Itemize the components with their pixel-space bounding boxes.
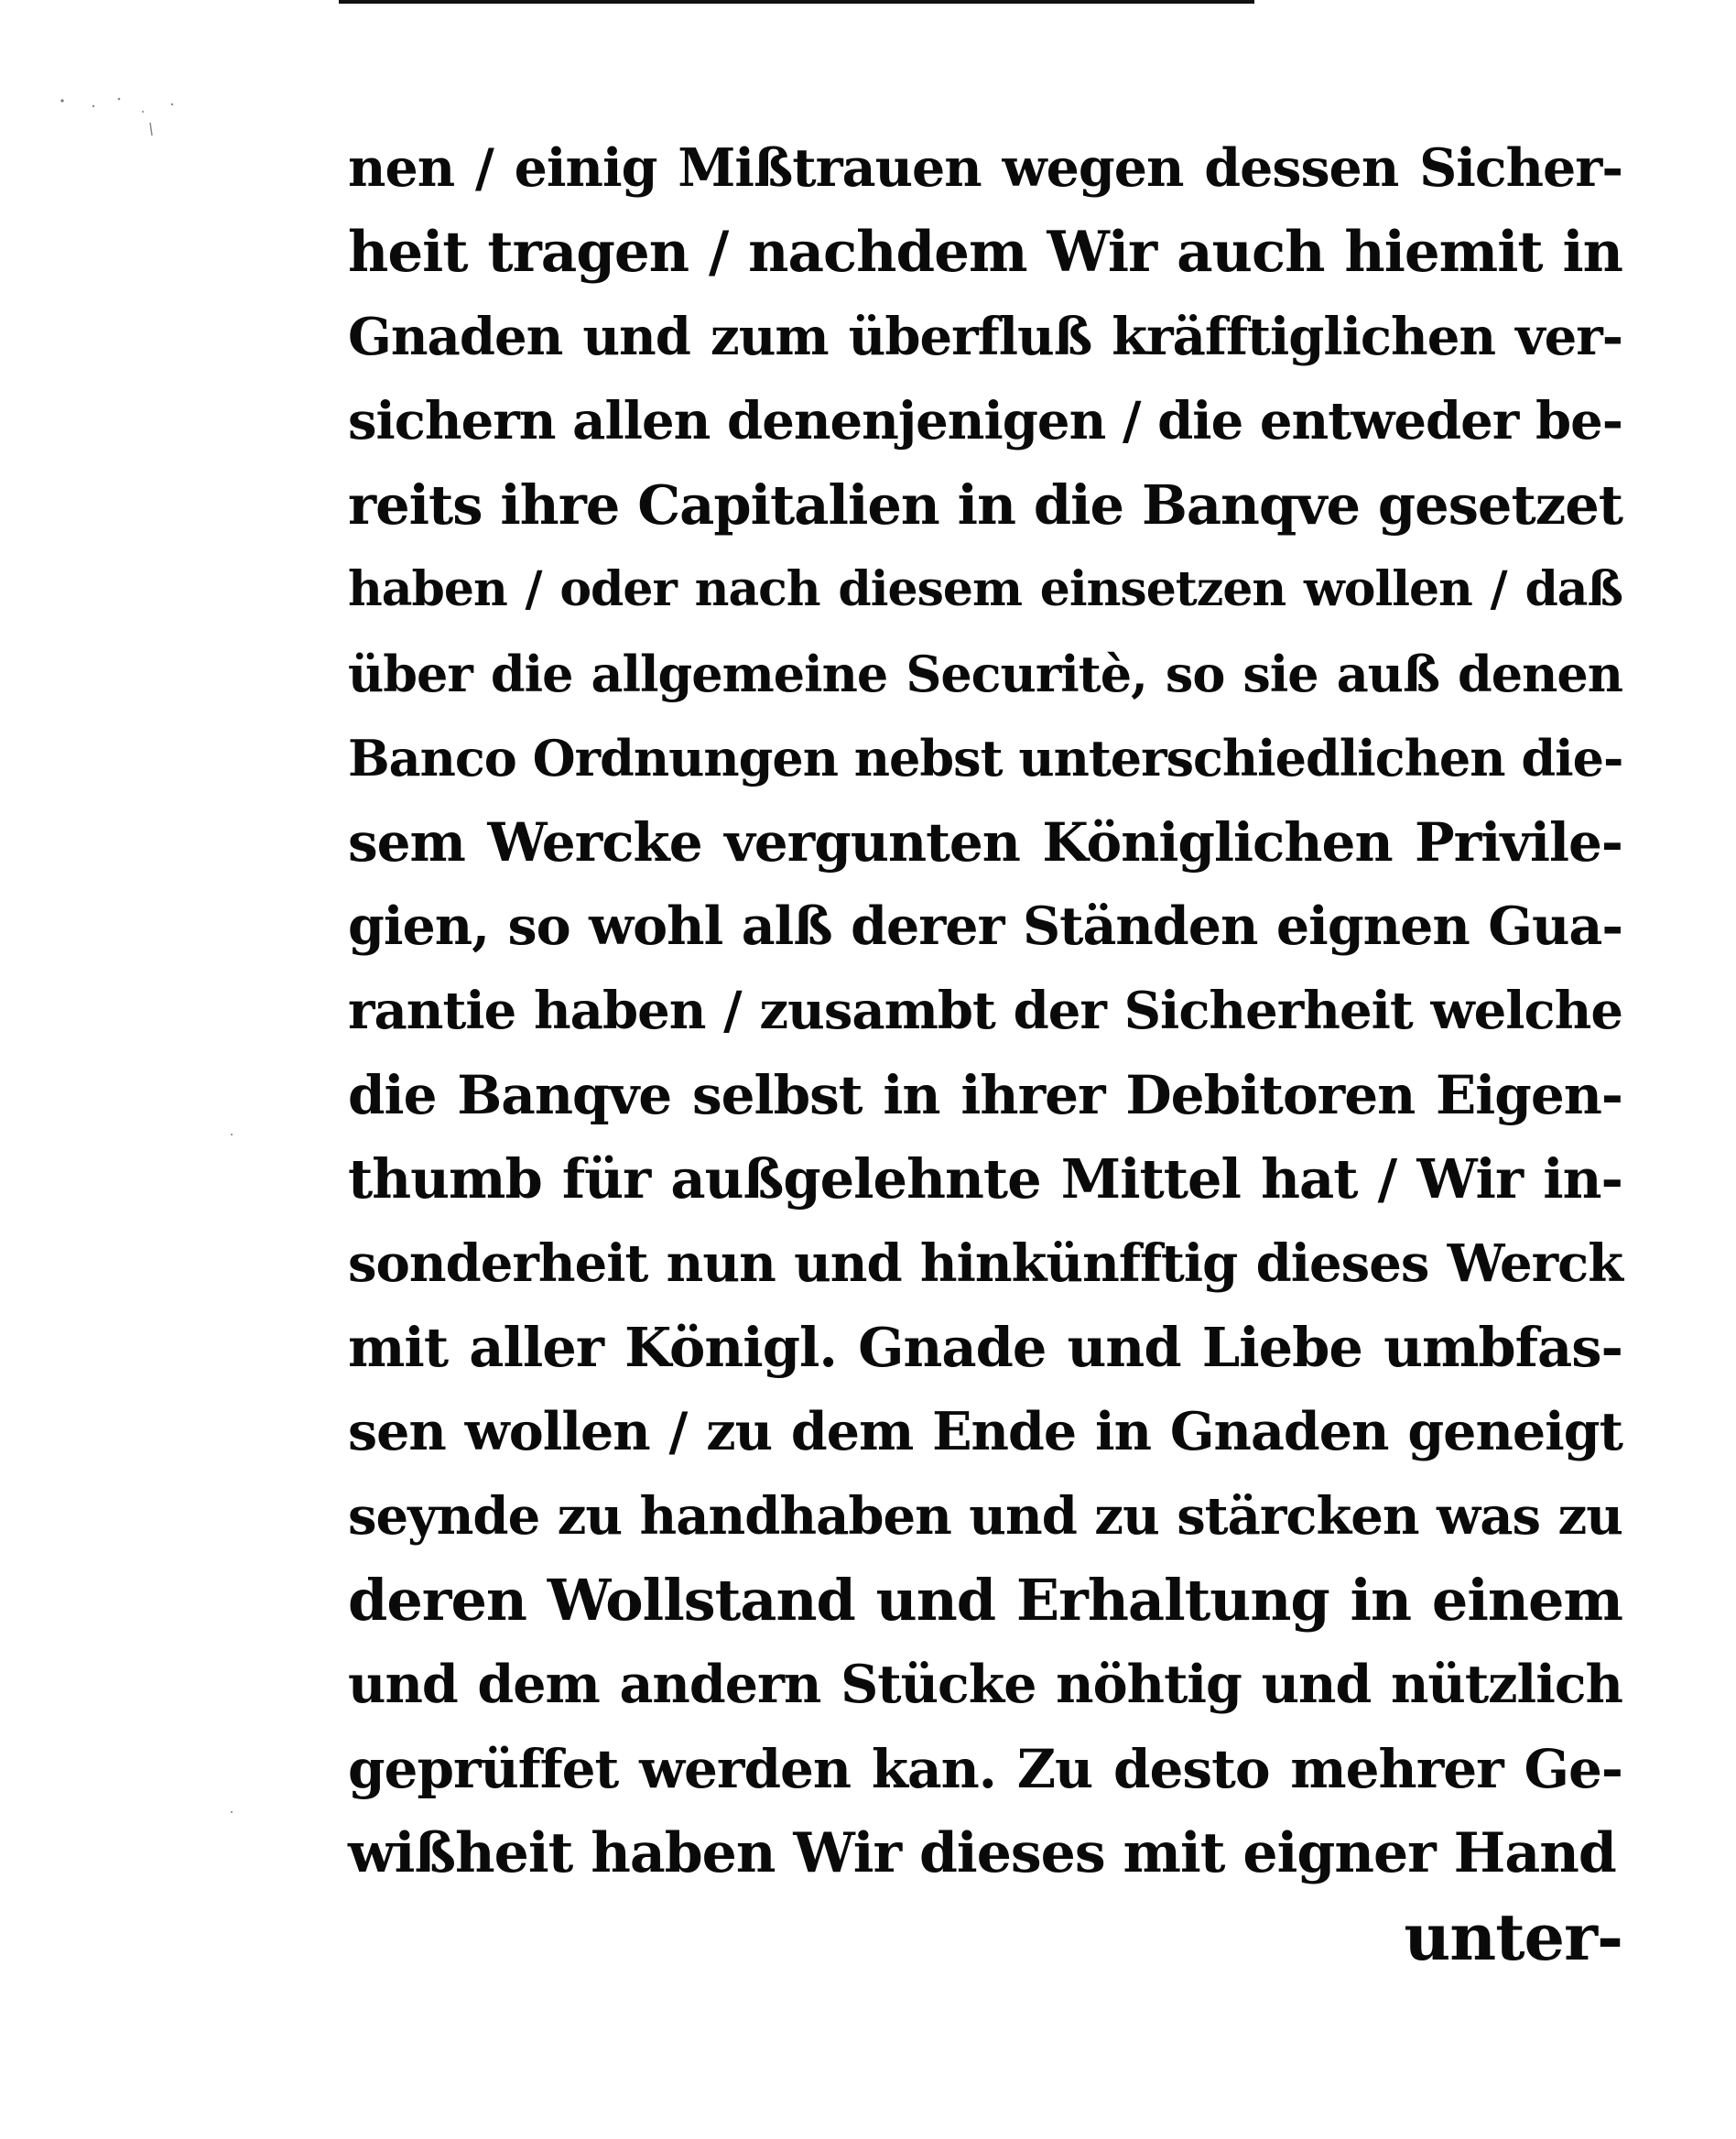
text-line: sen wollen / zu dem Ende in Gnaden geneigt: [348, 1401, 1622, 1462]
text-line: mit aller Königl. Gnade und Liebe umbfas-: [348, 1316, 1622, 1379]
text-line: nen / einig Mißtrauen wegen dessen Sicher-: [348, 137, 1622, 199]
text-line: sonderheit nun und hinkünfftig dieses Werck: [348, 1233, 1622, 1294]
text-line: sichern allen denenjenigen / die entweder be-: [348, 391, 1622, 451]
text-line: seynde zu handhaben und zu stärcken was zu: [348, 1486, 1622, 1547]
text-line: haben / oder nach diesem einsetzen wollen / daß: [348, 561, 1622, 617]
text-line: die Banqve selbst in ihrer Debitoren Eigen-: [348, 1064, 1622, 1126]
text-line: wißheit haben Wir dieses mit eigner Hand: [348, 1821, 1616, 1885]
text-line: sem Wercke vergunten Königlichen Privile-: [348, 811, 1622, 874]
text-line: thumb für außgelehnte Mittel hat / Wir in-: [348, 1147, 1622, 1211]
text-line: Gnaden und zum überfluß kräfftiglichen ver-: [348, 307, 1622, 367]
catchword: unter-: [1404, 1899, 1622, 1975]
text-line: gien, so wohl alß derer Ständen eignen Gua-: [348, 896, 1622, 957]
text-line: deren Wollstand und Erhaltung in einem: [348, 1567, 1622, 1634]
top-edge-rule: [339, 0, 1254, 4]
text-line: über die allgemeine Securitè, so sie auß denen: [348, 645, 1622, 703]
page-body-text: [348, 126, 1622, 1980]
gutter-speck: [231, 1134, 233, 1135]
text-line: reits ihre Capitalien in die Banqve gesetzet: [348, 473, 1622, 537]
text-line: heit tragen / nachdem Wir auch hiemit in: [348, 220, 1622, 285]
text-line: rantie haben / zusambt der Sicherheit welche: [348, 981, 1622, 1041]
text-line: Banco Ordnungen nebst unterschiedlichen die-: [348, 729, 1623, 787]
text-line: geprüffet werden kan. Zu desto mehrer Ge-: [348, 1738, 1622, 1800]
gutter-speck: [231, 1811, 233, 1813]
text-line: und dem andern Stücke nöhtig und nützlich: [348, 1654, 1622, 1715]
margin-specks: [55, 92, 201, 147]
